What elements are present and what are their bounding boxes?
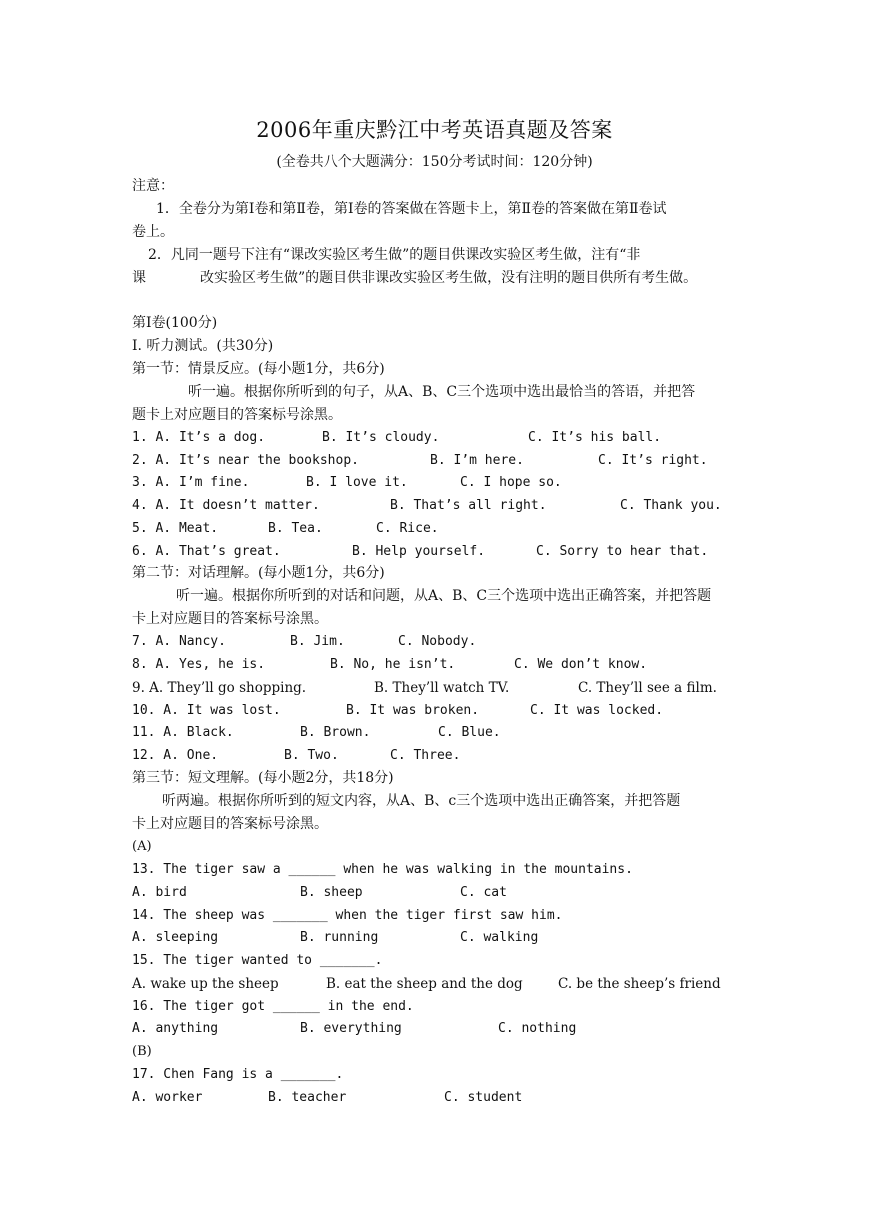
notice-item-2-cont-a: 课 [132, 270, 146, 286]
q16-stem: 16. The tiger got ______ in the end. [132, 999, 414, 1014]
q11-option-c: C. Blue. [438, 725, 501, 740]
q9-option-c: C. They’ll see a film. [578, 680, 717, 696]
section-2-instructions: 听一遍。根据你所听到的对话和问题，从A、B、C三个选项中选出正确答案，并把答题 [176, 588, 712, 604]
q2-option-a: 2. A. It’s near the bookshop. [132, 453, 359, 468]
q4-option-b: B. That’s all right. [390, 498, 547, 513]
q13-option-b: B. sheep [300, 885, 363, 900]
q13-option-a: A. bird [132, 885, 187, 900]
q5-option-b: B. Tea. [268, 521, 323, 536]
q8-option-a: 8. A. Yes, he is. [132, 657, 266, 672]
q6-option-a: 6. A. That’s great. [132, 544, 281, 559]
listening-heading: Ⅰ. 听力测试。(共30分) [132, 338, 274, 354]
q14-option-a: A. sleeping [132, 930, 219, 945]
q7-option-b: B. Jim. [290, 634, 345, 649]
q3-option-a: 3. A. I’m fine. [132, 475, 250, 490]
q14-option-b: B. running [300, 930, 379, 945]
q17-option-a: A. worker [132, 1090, 203, 1105]
section-1-instructions: 听一遍。根据你所听到的句子，从A、B、C三个选项中选出最恰当的答语，并把答 [188, 384, 696, 400]
q12-option-b: B. Two. [284, 748, 339, 763]
q14-option-c: C. walking [460, 930, 539, 945]
q5-option-a: 5. A. Meat. [132, 521, 219, 536]
section-3-instructions: 听两遍。根据你所听到的短文内容，从A、B、c三个选项中选出正确答案，并把答题 [162, 793, 681, 809]
q14-stem: 14. The sheep was _______ when the tiger first saw him. [132, 908, 563, 923]
notice-item-2-cont-b: 改实验区考生做”的题目供非课改实验区考生做，没有注明的题目供所有考生做。 [200, 270, 698, 286]
q16-option-b: B. everything [300, 1021, 402, 1036]
q12-option-a: 12. A. One. [132, 748, 219, 763]
q12-option-c: C. Three. [390, 748, 461, 763]
passage-b-label: (B) [132, 1044, 152, 1059]
q15-stem: 15. The tiger wanted to _______. [132, 953, 383, 968]
q16-option-c: C. nothing [498, 1021, 577, 1036]
q17-option-c: C. student [444, 1090, 523, 1105]
q9-option-b: B. They’ll watch TV. [374, 680, 510, 696]
q11-option-a: 11. A. Black. [132, 725, 234, 740]
q17-option-b: B. teacher [268, 1090, 347, 1105]
notice-item-2: 2．凡同一题号下注有“课改实验区考生做”的题目供课改实验区考生做，注有“非 [148, 247, 641, 263]
q9-option-a: 9. A. They’ll go shopping. [132, 680, 307, 696]
notice-item-1: 1．全卷分为第Ⅰ卷和第Ⅱ卷，第Ⅰ卷的答案做在答题卡上，第Ⅱ卷的答案做在第Ⅱ卷试 [156, 201, 667, 217]
q2-option-b: B. I’m here. [430, 453, 524, 468]
section-3-instructions-cont: 卡上对应题目的答案标号涂黑。 [132, 816, 328, 832]
q8-option-c: C. We don’t know. [514, 657, 648, 672]
q3-option-c: C. I hope so. [460, 475, 562, 490]
section-2-instructions-cont: 卡上对应题目的答案标号涂黑。 [132, 611, 328, 627]
notice-label: 注意： [132, 178, 174, 194]
q2-option-c: C. It’s right. [598, 453, 708, 468]
q17-stem: 17. Chen Fang is a _______. [132, 1067, 344, 1082]
q13-option-c: C. cat [460, 885, 507, 900]
q6-option-b: B. Help yourself. [352, 544, 486, 559]
q11-option-b: B. Brown. [300, 725, 371, 740]
exam-subtitle: (全卷共八个大题满分：150分考试时间：120分钟) [276, 154, 593, 170]
q1-option-c: C. It’s his ball. [528, 430, 662, 445]
q13-stem: 13. The tiger saw a ______ when he was walking in the mountains. [132, 862, 633, 877]
section-3-heading: 第三节：短文理解。(每小题2分，共18分) [132, 770, 394, 786]
section-1-heading: 第一节：情景反应。(每小题1分，共6分) [132, 361, 385, 377]
section-2-heading: 第二节：对话理解。(每小题1分，共6分) [132, 565, 385, 581]
part-one-heading: 第Ⅰ卷(100分) [132, 315, 218, 331]
q5-option-c: C. Rice. [376, 521, 439, 536]
q4-option-a: 4. A. It doesn’t matter. [132, 498, 320, 513]
q15-option-c: C. be the sheep’s friend [558, 976, 721, 992]
q8-option-b: B. No, he isn’t. [330, 657, 456, 672]
q16-option-a: A. anything [132, 1021, 219, 1036]
q7-option-a: 7. A. Nancy. [132, 634, 226, 649]
q1-option-a: 1. A. It’s a dog. [132, 430, 266, 445]
q10-option-b: B. It was broken. [346, 703, 480, 718]
q1-option-b: B. It’s cloudy. [322, 430, 440, 445]
q4-option-c: C. Thank you. [620, 498, 722, 513]
q10-option-c: C. It was locked. [530, 703, 664, 718]
q15-option-b: B. eat the sheep and the dog [326, 976, 523, 992]
notice-item-1-cont: 卷上。 [132, 224, 174, 240]
q15-option-a: A. wake up the sheep [132, 976, 279, 992]
q3-option-b: B. I love it. [306, 475, 408, 490]
q10-option-a: 10. A. It was lost. [132, 703, 281, 718]
q6-option-c: C. Sorry to hear that. [536, 544, 709, 559]
section-1-instructions-cont: 题卡上对应题目的答案标号涂黑。 [132, 407, 342, 423]
q7-option-c: C. Nobody. [398, 634, 477, 649]
passage-a-label: (A) [132, 839, 152, 854]
page-title: 2006年重庆黔江中考英语真题及答案 [256, 118, 613, 142]
